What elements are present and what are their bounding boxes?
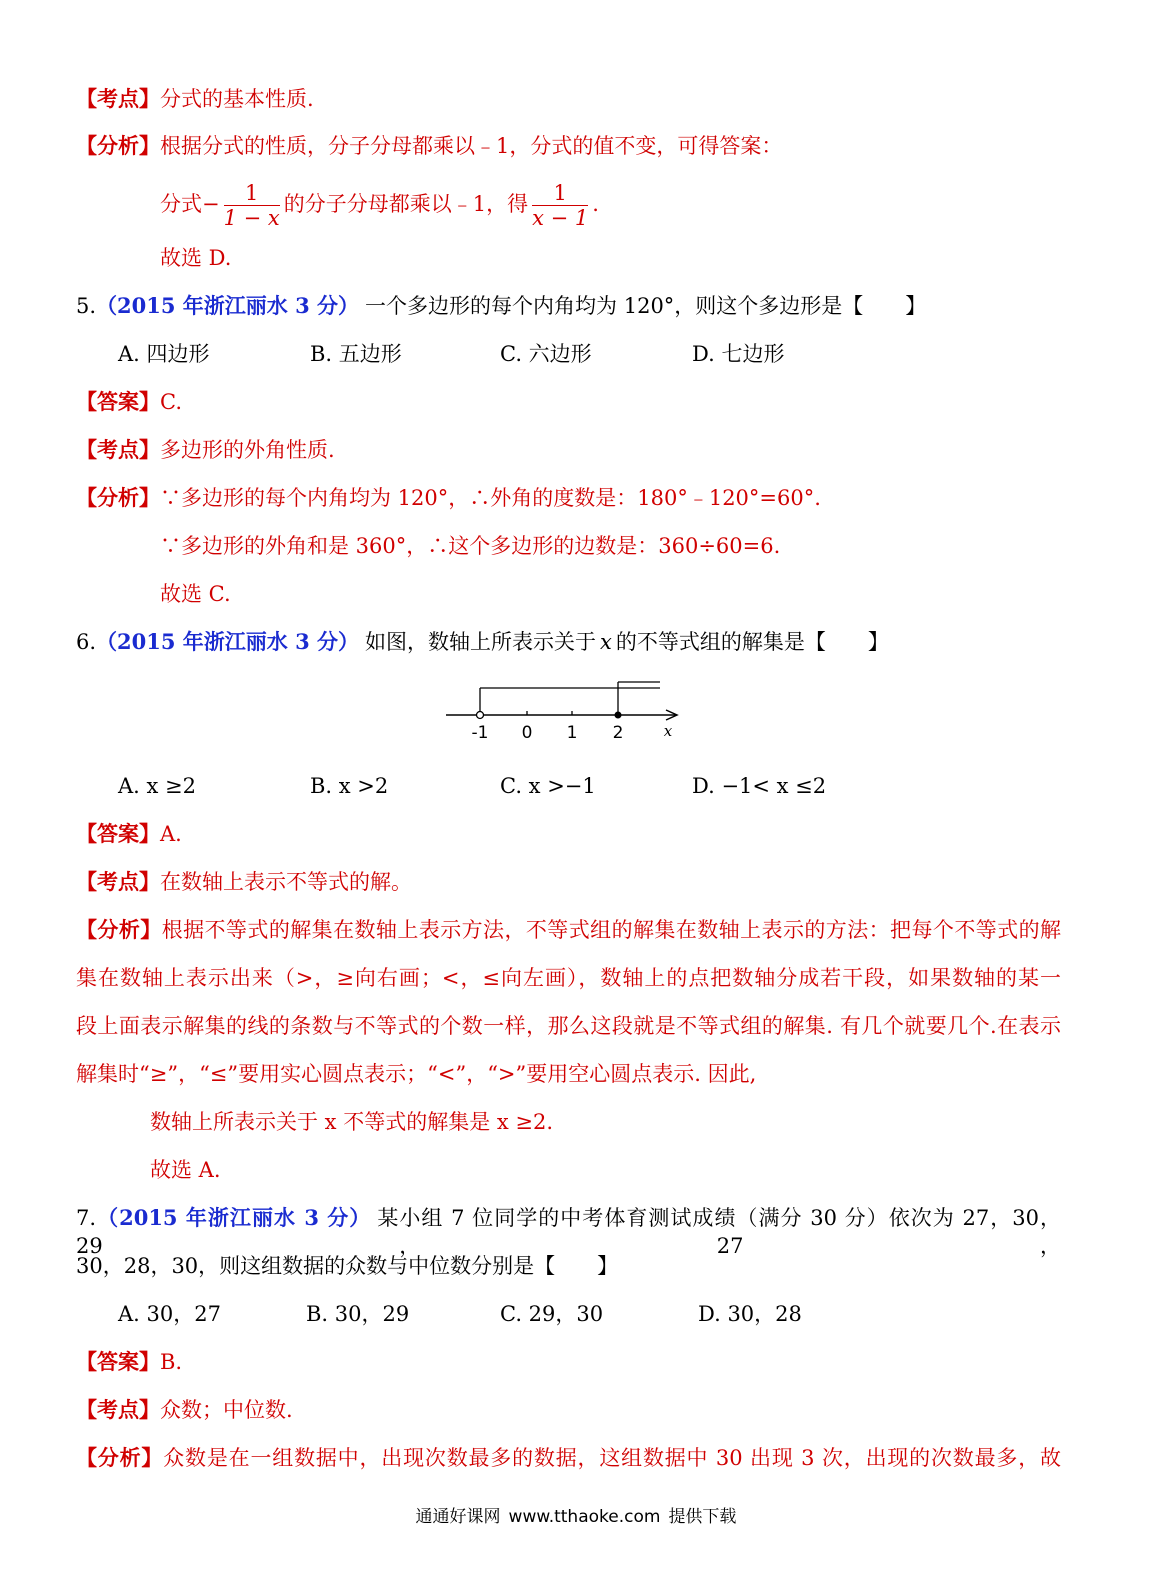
conclusion-q5: 故选 C.	[160, 582, 231, 606]
answer-text: C.	[160, 390, 182, 414]
kaodian-text: 多边形的外角性质.	[160, 438, 335, 462]
kaodian-line-q6	[76, 868, 412, 896]
fenxi-line-q6-4: 解集时“≥”，“≤”要用实心圆点表示；“<”，“>”要用空心圆点表示. 因此,	[76, 1062, 757, 1086]
answer-line-q5	[76, 388, 182, 416]
answer-tag: 【答案】	[76, 1349, 160, 1374]
fraction-line	[160, 178, 599, 230]
axis-var-label: x	[663, 722, 673, 740]
tick-label: -1	[471, 723, 489, 743]
fenxi-tag: 【分析】	[76, 917, 162, 942]
fenxi-tag: 【分析】	[76, 133, 160, 158]
tick-label: 1	[566, 723, 578, 743]
fraction-line-middle: 的分子分母都乘以﹣1，得	[283, 192, 529, 216]
fraction-2-denominator: x − 1	[532, 206, 589, 230]
fenxi-tag: 【分析】	[76, 1445, 164, 1470]
question-7-options	[0, 1300, 1152, 1328]
footer-suffix: 提供下载	[668, 1507, 737, 1527]
question-7-stem-2: 30，28，30，则这组数据的众数与中位数分别是【 】	[76, 1254, 619, 1278]
fenxi-line-q6-3: 段上面表示解集的线的条数与不等式的个数一样，那么这段就是不等式组的解集. 有几个就要几个.在表示	[76, 1014, 1061, 1038]
option-d: D. −1< x ≤2	[692, 774, 827, 798]
option-b: B. 五边形	[310, 342, 402, 366]
fenxi-line-q4	[76, 132, 782, 160]
question-6-stem-a: 如图，数轴上所表示关于	[365, 630, 597, 654]
fenxi-text: 根据分式的性质，分子分母都乘以﹣1，分式的值不变，可得答案：	[160, 134, 783, 158]
fenxi-tag: 【分析】	[76, 485, 160, 510]
kaodian-tag: 【考点】	[76, 1397, 160, 1422]
fraction-line-prefix: 分式	[160, 192, 202, 216]
fenxi-line-q6-1	[76, 916, 1061, 944]
question-6	[76, 628, 889, 656]
kaodian-tag: 【考点】	[76, 437, 160, 462]
option-d: D. 30，28	[698, 1302, 802, 1326]
tick-label: 0	[521, 723, 533, 743]
conclusion-q6: 故选 A.	[150, 1158, 221, 1182]
fenxi-text: ∵多边形的每个内角均为 120°，∴外角的度数是：180°﹣120°=60°.	[160, 486, 821, 510]
option-c: C. x >−1	[500, 774, 596, 798]
fenxi-line-q5-2: ∵多边形的外角和是 360°，∴这个多边形的边数是：360÷60=6.	[160, 534, 781, 558]
option-d: D. 七边形	[692, 342, 785, 366]
answer-text: B.	[160, 1350, 183, 1374]
option-c: C. 六边形	[500, 342, 592, 366]
answer-line-q6	[76, 820, 182, 848]
fraction-1-denominator: 1 − x	[223, 206, 280, 230]
fenxi-text: 众数是在一组数据中，出现次数最多的数据，这组数据中 30 出现 3 次，出现的次数最多，故	[163, 1446, 1062, 1470]
question-5-stem: 一个多边形的每个内角均为 120°，则这个多边形是【 】	[365, 294, 927, 318]
option-a: A. 四边形	[118, 342, 210, 366]
question-5-options	[0, 340, 1152, 368]
answer-tag: 【答案】	[76, 389, 160, 414]
option-a: A. x ≥2	[118, 774, 196, 798]
option-c: C. 29，30	[500, 1302, 604, 1326]
fraction-1	[224, 181, 280, 230]
fenxi-line-q5	[76, 484, 821, 512]
question-5	[76, 292, 926, 320]
kaodian-tag: 【考点】	[76, 869, 160, 894]
question-7-number: 7.	[76, 1206, 97, 1230]
question-6-source: （2015 年浙江丽水 3 分）	[96, 629, 360, 654]
question-7-source: （2015 年浙江丽水 3 分）	[96, 1205, 372, 1230]
option-b: B. x >2	[310, 774, 389, 798]
fenxi-line-q7	[76, 1444, 1061, 1472]
solid-dot	[615, 712, 622, 719]
kaodian-line-q4	[76, 85, 314, 113]
question-6-var: x	[600, 630, 612, 654]
kaodian-text: 众数；中位数.	[160, 1398, 293, 1422]
kaodian-text: 在数轴上表示不等式的解。	[160, 870, 412, 894]
option-b: B. 30，29	[306, 1302, 410, 1326]
number-line-figure	[440, 680, 690, 750]
fraction-1-numerator: 1	[224, 181, 280, 206]
conclusion-q4: 故选 D.	[160, 246, 232, 270]
question-7-stem: 某小组 7 位同学的中考体育测试成绩（满分 30 分）依次为 27，30，29，27，	[76, 1206, 1061, 1258]
tick-label: 2	[612, 723, 624, 743]
kaodian-text: 分式的基本性质.	[160, 87, 314, 111]
kaodian-tag: 【考点】	[76, 86, 160, 111]
fenxi-text: 根据不等式的解集在数轴上表示方法，不等式组的解集在数轴上表示的方法：把每个不等式的解	[161, 918, 1062, 942]
minus-sign: −	[202, 192, 220, 216]
page-footer	[0, 1502, 1152, 1527]
option-a: A. 30，27	[118, 1302, 221, 1326]
fraction-2	[532, 181, 588, 230]
fenxi-line-q6-5: 数轴上所表示关于 x 不等式的解集是 x ≥2.	[150, 1110, 554, 1134]
question-5-source: （2015 年浙江丽水 3 分）	[96, 293, 360, 318]
fraction-2-numerator: 1	[532, 181, 588, 206]
kaodian-line-q5	[76, 436, 335, 464]
fraction-line-end: .	[592, 192, 599, 216]
kaodian-line-q7	[76, 1396, 293, 1424]
footer-url[interactable]: www.tthaoke.com	[508, 1507, 661, 1527]
open-dot	[477, 712, 484, 719]
footer-site-name: 通通好课网	[415, 1507, 501, 1527]
fenxi-line-q6-2: 集在数轴上表示出来（>，≥向右画；<，≤向左画），数轴上的点把数轴分成若干段，如果数轴的某一	[76, 966, 1061, 990]
question-6-stem-b: 的不等式组的解集是【 】	[615, 630, 889, 654]
answer-tag: 【答案】	[76, 821, 160, 846]
question-6-options	[0, 772, 1152, 800]
question-5-number: 5.	[76, 294, 97, 318]
answer-line-q7	[76, 1348, 182, 1376]
answer-text: A.	[160, 822, 182, 846]
question-6-number: 6.	[76, 630, 97, 654]
